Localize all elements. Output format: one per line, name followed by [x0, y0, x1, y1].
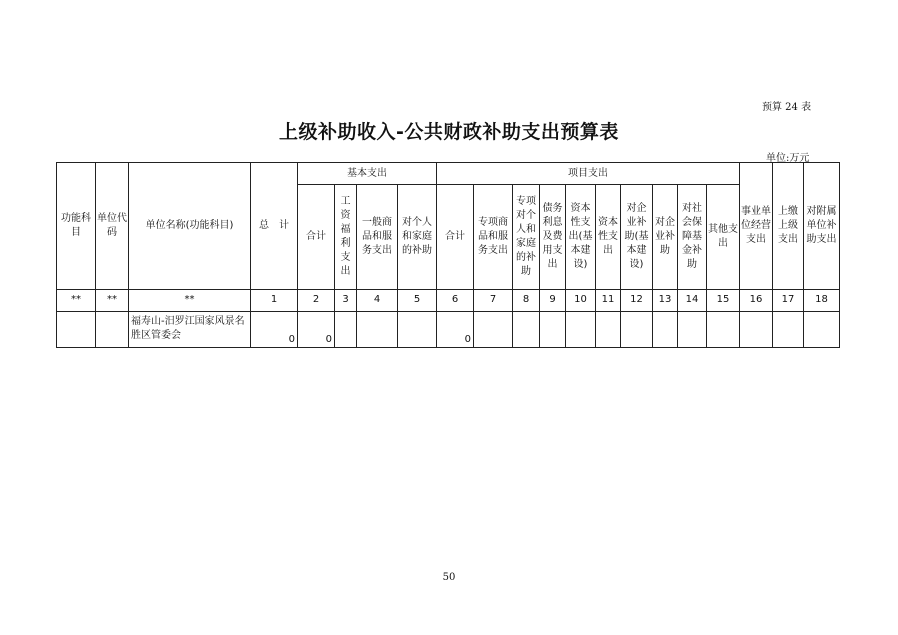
header-business-unit: 事业单位经营支出 — [740, 163, 773, 290]
page-number: 50 — [442, 572, 456, 583]
header-basic-subtotal: 合计 — [298, 185, 335, 290]
index-cell: 15 — [707, 289, 740, 311]
cell-capital — [596, 311, 621, 347]
index-cell: 12 — [621, 289, 653, 311]
cell-debt-interest — [540, 311, 566, 347]
budget-table — [56, 162, 840, 348]
header-capital-basic: 资本性支出(基本建设) — [566, 185, 596, 290]
index-cell: 1 — [251, 289, 298, 311]
form-number: 预算 24 表 — [762, 102, 812, 113]
cell-proj-goods-services — [474, 311, 513, 347]
header-upper-payment: 上缴上级支出 — [773, 163, 804, 290]
header-basic-group: 基本支出 — [298, 163, 437, 185]
header-unit-name: 单位名称(功能科目) — [129, 163, 251, 290]
header-social-security: 对社会保障基金补助 — [678, 185, 707, 290]
header-capital: 资本性支出 — [596, 185, 621, 290]
cell-unit-code — [96, 311, 129, 347]
index-cell: 3 — [335, 289, 357, 311]
index-cell: ** — [129, 289, 251, 311]
header-debt-interest: 债务利息及费用支出 — [540, 185, 566, 290]
page-title: 上级补助收入-公共财政补助支出预算表 — [279, 121, 619, 143]
index-cell: 4 — [357, 289, 398, 311]
header-unit-code: 单位代码 — [96, 163, 129, 290]
index-cell: 14 — [678, 289, 707, 311]
cell-proj-personal-family — [513, 311, 540, 347]
index-cell: 2 — [298, 289, 335, 311]
index-cell: 9 — [540, 289, 566, 311]
header-project-subtotal: 合计 — [437, 185, 474, 290]
index-cell: 16 — [740, 289, 773, 311]
header-proj-goods-services: 专项商品和服务支出 — [474, 185, 513, 290]
index-cell: 8 — [513, 289, 540, 311]
cell-basic-subtotal: 0 — [298, 311, 335, 347]
index-cell: 7 — [474, 289, 513, 311]
cell-other — [707, 311, 740, 347]
index-cell: 6 — [437, 289, 474, 311]
header-func-code: 功能科目 — [57, 163, 96, 290]
index-cell: 10 — [566, 289, 596, 311]
index-cell: 5 — [398, 289, 437, 311]
cell-business-unit — [740, 311, 773, 347]
cell-unit-name: 福寿山-汨罗江国家风景名胜区管委会 — [129, 311, 251, 347]
column-index-row — [57, 289, 840, 311]
index-cell: ** — [57, 289, 96, 311]
index-cell: 17 — [773, 289, 804, 311]
header-total: 总 计 — [251, 163, 298, 290]
header-project-group: 项目支出 — [437, 163, 740, 185]
index-cell: 18 — [804, 289, 840, 311]
header-goods-services: 一般商品和服务支出 — [357, 185, 398, 290]
header-row-top — [57, 163, 840, 185]
header-affiliated: 对附属单位补助支出 — [804, 163, 840, 290]
index-cell: ** — [96, 289, 129, 311]
index-cell: 11 — [596, 289, 621, 311]
cell-personal-family — [398, 311, 437, 347]
cell-wage-welfare — [335, 311, 357, 347]
cell-enterprise — [653, 311, 678, 347]
cell-capital-basic — [566, 311, 596, 347]
header-enterprise-basic: 对企业补助(基本建设) — [621, 185, 653, 290]
header-proj-personal-family: 专项对个人和家庭的补助 — [513, 185, 540, 290]
cell-social-security — [678, 311, 707, 347]
header-other: 其他支出 — [707, 185, 740, 290]
cell-affiliated — [804, 311, 840, 347]
table-row — [57, 311, 840, 347]
cell-project-subtotal: 0 — [437, 311, 474, 347]
header-wage-welfare: 工资福利支出 — [335, 185, 357, 290]
cell-total: 0 — [251, 311, 298, 347]
index-cell: 13 — [653, 289, 678, 311]
cell-enterprise-basic — [621, 311, 653, 347]
unit-label: 单位:万元 — [766, 153, 810, 164]
header-enterprise: 对企业补助 — [653, 185, 678, 290]
cell-upper-payment — [773, 311, 804, 347]
header-personal-family: 对个人和家庭的补助 — [398, 185, 437, 290]
cell-goods-services — [357, 311, 398, 347]
cell-func-code — [57, 311, 96, 347]
